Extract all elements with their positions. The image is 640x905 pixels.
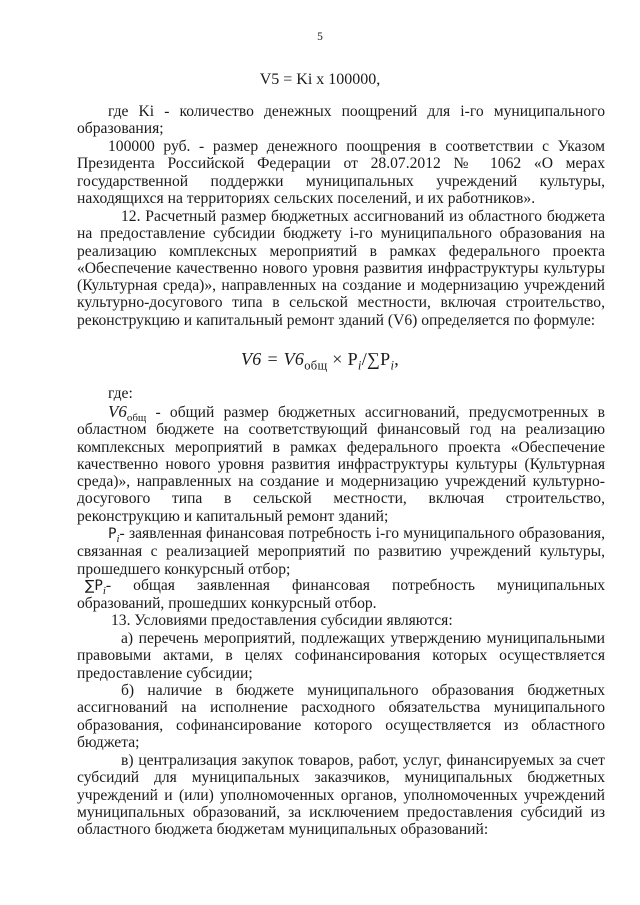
v6-definition-text: - общий размер бюджетных ассигнований, предусмотренных в областном бюджете на соответствующий финансовый год на реализацию комплексных мероприятий в рамках федерального проекта «Обеспечение качественно нового уровня развития инфраструктуры культуры (Культурная среда)», направленных на создание и модернизацию учреждений культурно-досугового типа в сельской местности, включая строительство, реконструкцию и капитальный ремонт зданий; bbox=[77, 404, 605, 525]
ki-definition-block bbox=[77, 103, 605, 138]
v6-definition-block bbox=[77, 403, 605, 525]
pi-definition-block bbox=[77, 525, 605, 578]
page-number: 5 bbox=[317, 31, 323, 43]
paragraph-13a-block bbox=[77, 630, 605, 682]
paragraph-13-block bbox=[77, 612, 605, 629]
where-label-block bbox=[77, 385, 605, 402]
formula-v6-p2: P bbox=[380, 349, 391, 369]
formula-v6-sub: общ bbox=[304, 358, 328, 373]
pi-definition bbox=[77, 525, 605, 578]
pi-symbol: P bbox=[108, 526, 117, 542]
formula-v6-p-sub: i bbox=[357, 358, 362, 373]
reward-definition-block bbox=[77, 138, 605, 207]
paragraph-12-block bbox=[77, 208, 605, 329]
sum-symbol-sub: i bbox=[102, 585, 106, 598]
paragraph-13b: б) наличие в бюджете муниципального образования бюджетных ассигнований на исполнение расходного обязательства муниципального образования, софинансирование которого осуществляется из областного бюджета; bbox=[77, 682, 605, 751]
sum-symbol: ∑P bbox=[85, 578, 103, 594]
v6-symbol: V6 bbox=[108, 402, 127, 421]
sum-definition-text: - общая заявленная финансовая потребность муниципальных образований, прошедших конкурсный отбор. bbox=[77, 577, 605, 613]
formula-v6 bbox=[0, 349, 640, 373]
paragraph-13: 13. Условиями предоставления субсидии являются: bbox=[111, 612, 453, 629]
formula-v6-p2-sub: i bbox=[390, 358, 395, 373]
formula-v6-end: , bbox=[394, 349, 400, 369]
v6-definition bbox=[77, 403, 605, 525]
pi-definition-text: - заявленная финансовая потребность i-го муниципального образования, связанная с реализацией мероприятий по развитию учреждений культуры, прошедшего конкурсный отбор; bbox=[77, 525, 605, 578]
formula-v6-p: P bbox=[347, 349, 358, 369]
sum-definition-block bbox=[77, 577, 605, 613]
formula-v6-times: × bbox=[327, 349, 348, 369]
paragraph-13c-block bbox=[77, 752, 605, 838]
v6-symbol-sub: общ bbox=[126, 412, 147, 425]
paragraph-13a: а) перечень мероприятий, подлежащих утверждению муниципальными правовыми актами, в целях софинансирования которых осуществляется предоставление субсидии; bbox=[77, 630, 605, 682]
paragraph-12: 12. Расчетный размер бюджетных ассигнований из областного бюджета на предоставление субсидии бюджету i-го муниципального образования на реализацию комплексных мероприятий в рамках федерального проекта «Обеспечение качественно нового уровня развития инфраструктуры культуры (Культурная среда)», направленных на создание и модернизацию учреждений культурно-досугового типа в сельской местности, включая строительство, реконструкцию и капитальный ремонт зданий (V6) определяется по формуле: bbox=[77, 208, 605, 329]
formula-v6-div: /∑ bbox=[361, 349, 381, 369]
ki-definition: где Ki - количество денежных поощрений для i-го муниципального образования; bbox=[77, 103, 605, 138]
reward-definition: 100000 руб. - размер денежного поощрения в соответствии с Указом Президента Российской Федерации от 28.07.2012 № 1062 «О мерах государственной поддержки муниципальных учреждений культуры, находящихся на территориях сельских поселений, и их работников». bbox=[77, 138, 605, 207]
where-label: где: bbox=[108, 385, 133, 402]
formula-v6-lhs: V6 = V6 bbox=[240, 349, 305, 369]
sum-definition bbox=[77, 577, 605, 613]
formula-v5: V5 = Ki x 100000, bbox=[259, 71, 381, 88]
paragraph-13c: в) централизация закупок товаров, работ, услуг, финансируемых за счет субсидий для муниципальных заказчиков, муниципальных бюджетных учреждений и (или) уполномоченных органов, уполномоченных учреждений муниципальных образований, за исключением предоставления субсидий из областного бюджета бюджетам муниципальных образований: bbox=[77, 752, 605, 839]
paragraph-13b-block bbox=[77, 682, 605, 751]
pi-symbol-sub: i bbox=[116, 533, 120, 546]
